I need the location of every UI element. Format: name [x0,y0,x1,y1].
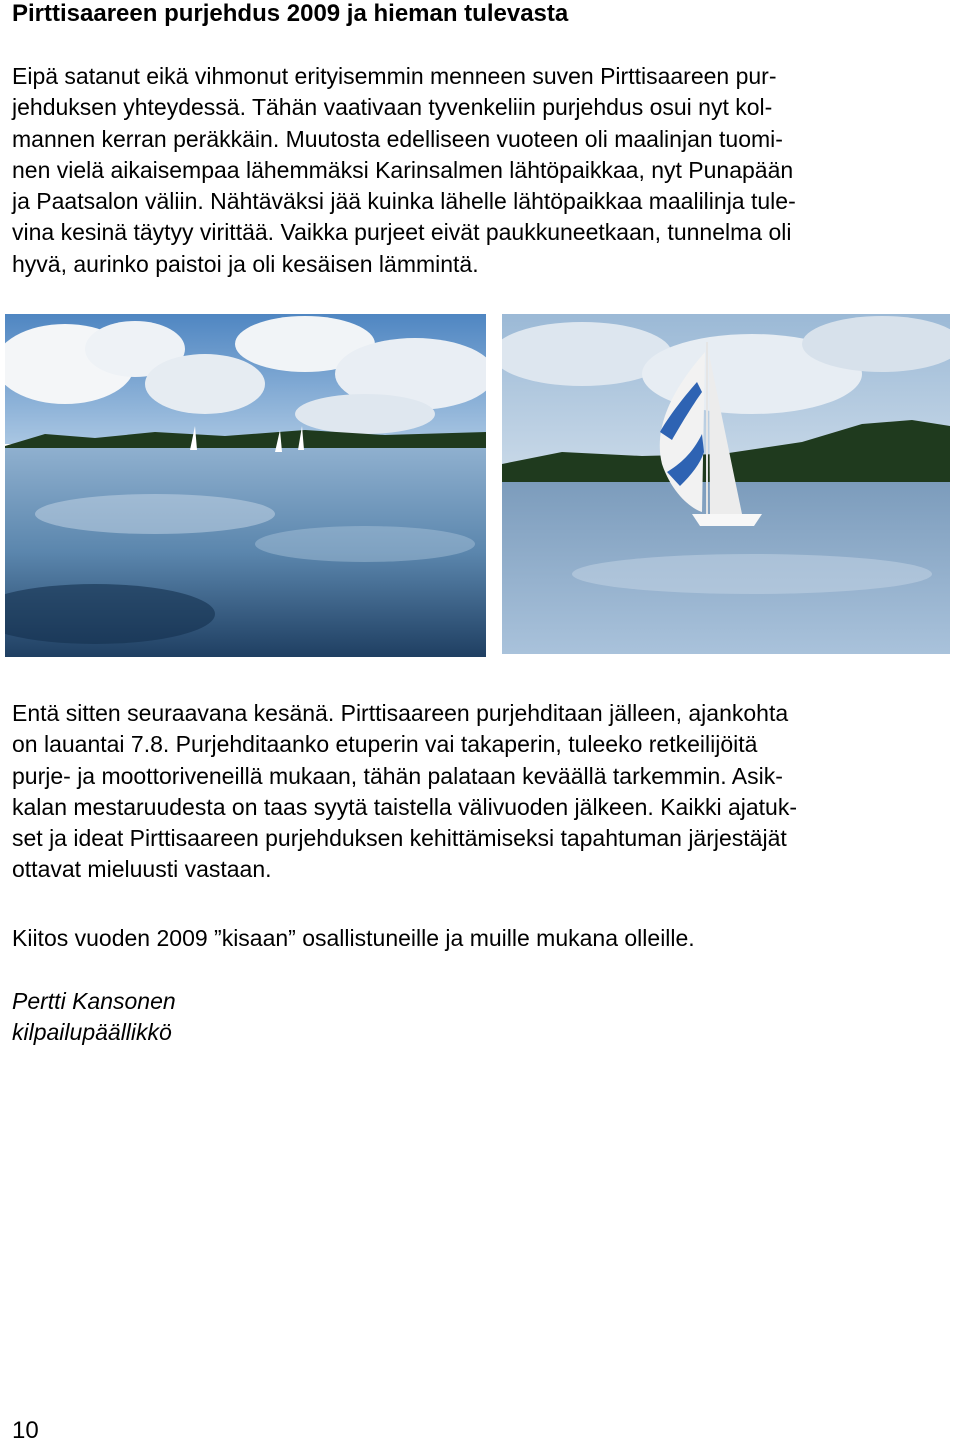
paragraph-line: jehduksen yhteydessä. Tähän vaativaan tyvenkeliin purjehdus osui nyt kol- [12,94,773,121]
paragraph-line: purje- ja moottoriveneillä mukaan, tähän palataan keväällä tarkemmin. Asik- [12,762,783,789]
paragraph-line: Eipä satanut eikä vihmonut erityisemmin menneen suven Pirttisaareen pur- [12,63,777,89]
article-heading: Pirttisaareen purjehdus 2009 ja hieman tulevasta [12,0,569,27]
thanks-paragraph: Kiitos vuoden 2009 ”kisaan” osallistuneille ja muille mukana olleille. [12,925,695,951]
signature-role: kilpailupäällikkö [12,1019,172,1045]
paragraph-1 [12,61,954,280]
paragraph-2 [12,698,954,886]
paragraph-line: ja Paatsalon väliin. Nähtäväksi jää kuinka lähelle lähtöpaikkaa maalilinja tule- [12,188,796,215]
paragraph-line: ottavat mieluusti vastaan. [12,856,272,883]
paragraph-line: nen vielä aikaisempaa lähemmäksi Karinsalmen lähtöpaikkaa, nyt Punapään [12,156,794,183]
lake-photo [5,314,486,657]
signature-block [12,986,176,1048]
paragraph-line: on lauantai 7.8. Purjehditaanko etuperin vai takaperin, tuleeko retkeilijöitä [12,731,758,758]
paragraph-line: set ja ideat Pirttisaareen purjehduksen kehittämiseksi tapahtuman järjestäjät [12,825,787,852]
paragraph-line: kalan mestaruudesta on taas syytä taistella välivuoden jälkeen. Kaikki ajatuk- [12,793,797,820]
paragraph-line: mannen kerran peräkkäin. Muutosta edelliseen vuoteen oli maalinjan tuomi- [12,125,783,152]
sailboat-photo [502,314,950,654]
signature-name: Pertti Kansonen [12,988,176,1014]
paragraph-line: vina kesinä täytyy virittää. Vaikka purjeet eivät paukkuneetkaan, tunnelma oli [12,219,792,246]
paragraph-line: hyvä, aurinko paistoi ja oli kesäisen lämmintä. [12,250,479,277]
paragraph-line: Entä sitten seuraavana kesänä. Pirttisaareen purjehditaan jälleen, ajankohta [12,700,789,726]
page-number: 10 [12,1417,39,1444]
